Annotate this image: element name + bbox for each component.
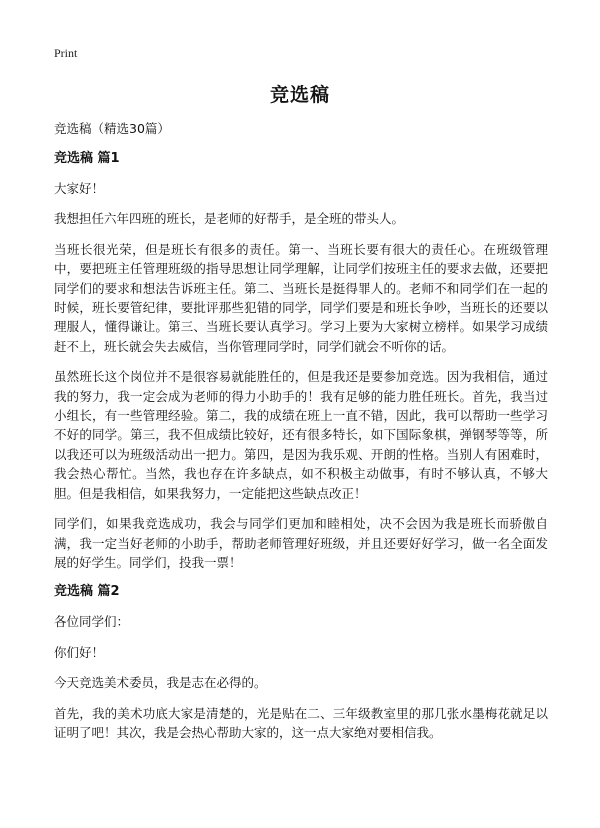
paragraph: 虽然班长这个岗位并不是很容易就能胜任的，但是我还是要参加竞选。因为我相信，通过我的努力，我一定会成为老师的得力小助手的！我有足够的能力胜任班长。首先，我当过小组长，有一些管理经验。第二，我的成绩在班上一直不错，因此，我可以帮助一些学习不好的同学。第三，我不但成绩比较好，还有很多特长，如下国际象棋，弹钢琴等等，所以我还可以为班级活动出一把力。第四，是因为我乐观、开朗的性格。当别人有困难时，我会热心帮忙。当然，我也存在许多缺点，如不积极主动做事，有时不够认真，不够大胆。但是我相信，如果我努力，一定能把这些缺点改正！ — [54, 369, 548, 501]
paragraph: 今天竞选美术委员，我是志在必得的。 — [54, 675, 267, 691]
print-link[interactable]: Print — [54, 46, 78, 60]
paragraph: 我想担任六年四班的班长，是老师的好帮手，是全班的带头人。 — [54, 211, 405, 227]
paragraph: 首先，我的美术功底大家是清楚的，光是贴在二、三年级教室里的那几张水墨梅花就足以证明了吧！其次，我是会热心帮助大家的，这一点大家绝对要相信我。 — [54, 705, 548, 740]
page-title: 竞选稿 — [269, 84, 330, 106]
document-subtitle: 竞选稿（精选30篇） — [54, 121, 170, 136]
paragraph: 同学们，如果我竞选成功，我会与同学们更加和睦相处，决不会因为我是班长而骄傲自满，我一定当好老师的小助手，帮助老师管理好班级，并且还要好好学习，做一名全面发展的好学生。同学们，投我一票！ — [54, 516, 548, 570]
paragraph: 你们好！ — [54, 644, 105, 660]
paragraph: 当班长很光荣，但是班长有很多的责任。第一、当班长要有很大的责任心。在班级管理中，要把班主任管理班级的指导思想让同学理解，让同学们按班主任的要求去做，还要把同学们的要求和想法告诉班主任。第二、当班长是挺得罪人的。老师不和同学们在一起的时候，班长要管纪律，要批评那些犯错的同学，同学们要是和班长争吵，当班长的还要以理服人，懂得谦让。第三、当班长要认真学习。学习上要为大家树立榜样。如果学习成绩赶不上，班长就会失去威信，当你管理同学时，同学们就会不听你的话。 — [54, 241, 548, 354]
section-heading: 竞选稿 篇1 — [54, 151, 120, 166]
paragraph: 大家好！ — [54, 181, 105, 196]
section-heading: 竞选稿 篇2 — [54, 584, 120, 600]
section-2 — [54, 583, 548, 742]
document-body — [54, 120, 548, 753]
paragraph: 各位同学们： — [54, 614, 130, 630]
section-1 — [54, 150, 548, 572]
